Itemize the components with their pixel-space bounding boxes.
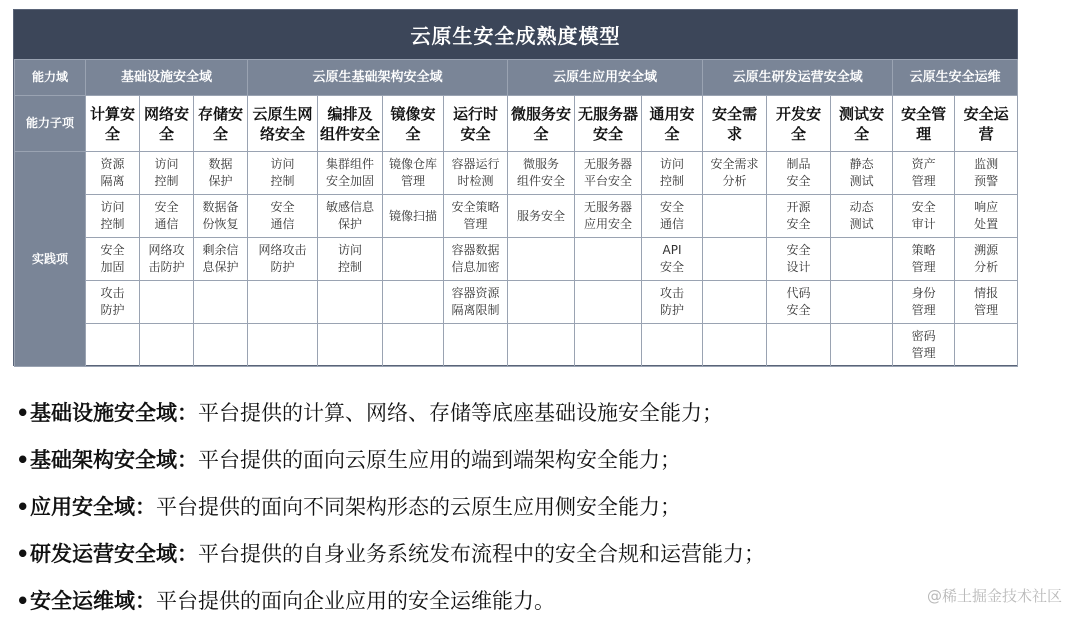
- practice-line: 无服务器: [584, 157, 633, 171]
- practice-line: 安全: [786, 174, 811, 188]
- bullet-dot: •: [16, 401, 30, 425]
- practice-line: 管理: [463, 217, 488, 231]
- domain-desc: 平台提供的自身业务系统发布流程中的安全合规和运营能力；: [198, 542, 765, 566]
- subitem-line: 安全: [901, 104, 932, 123]
- practice-line: 密码: [911, 329, 936, 343]
- practice-line: 审计: [911, 217, 936, 231]
- practice-line: 身份: [911, 286, 936, 300]
- practice-line: 控制: [338, 260, 363, 274]
- subitem-line: 镜像: [390, 104, 421, 123]
- practice-cell: [575, 238, 642, 281]
- bullet-dot: •: [16, 495, 30, 519]
- domain-term: 基础架构安全域: [30, 448, 177, 472]
- practice-cell: [140, 152, 194, 195]
- subitem-header: [140, 96, 194, 152]
- practice-cell: [318, 152, 383, 195]
- practice-line: 安全策略: [451, 200, 500, 214]
- practice-line: 处置: [974, 217, 999, 231]
- practice-line: 安全: [786, 243, 811, 257]
- practice-cell: [318, 195, 383, 238]
- bullet-dot: •: [16, 542, 30, 566]
- practice-cell: [642, 152, 703, 195]
- bullet-dot: •: [16, 589, 30, 613]
- practice-line: 攻击: [660, 286, 685, 300]
- practice-line: 镜像仓库: [389, 157, 438, 171]
- practice-cell: [703, 281, 767, 324]
- domain-term: 安全运维域: [30, 589, 135, 613]
- subitem-line: 网络安全: [260, 104, 313, 143]
- practice-cell: [767, 195, 831, 238]
- practice-cell: [383, 238, 444, 281]
- domain-header: 云原生安全运维: [893, 60, 1018, 96]
- practice-line: 服务安全: [517, 208, 566, 223]
- term-separator: ：: [177, 448, 198, 472]
- practice-line: 隔离限制: [451, 303, 500, 317]
- practice-cell: [831, 152, 893, 195]
- subitem-header: [642, 96, 703, 152]
- practice-cell: [955, 324, 1018, 367]
- practice-cell: [831, 281, 893, 324]
- practice-line: 数据备: [202, 200, 239, 214]
- practice-row: [15, 195, 1018, 238]
- subitem-line: 需求: [727, 104, 758, 143]
- subitem-line: 安全: [405, 104, 436, 143]
- term-separator: ：: [135, 589, 156, 613]
- subitem-line: 云原生: [252, 104, 298, 123]
- practice-cell: [955, 281, 1018, 324]
- practice-line: 控制: [154, 174, 179, 188]
- subitem-line: 存储: [197, 104, 228, 123]
- practice-line: 管理: [911, 346, 936, 360]
- subitem-header: [575, 96, 642, 152]
- subitem-line: 安全: [712, 104, 743, 123]
- domain-description: [16, 395, 1016, 442]
- subitem-line: 安全: [104, 104, 136, 143]
- term-separator: ：: [177, 401, 198, 425]
- domain-desc: 平台提供的面向企业应用的安全运维能力。: [156, 589, 555, 613]
- practice-cell: [248, 281, 318, 324]
- practice-line: 通信: [270, 217, 295, 231]
- practice-cell: [383, 195, 444, 238]
- practice-line: 无服务器: [584, 200, 633, 214]
- term-separator: ：: [177, 542, 198, 566]
- practice-line: 资源: [100, 157, 125, 171]
- subitem-header: [248, 96, 318, 152]
- practice-cell: [575, 281, 642, 324]
- practice-line: 溯源: [974, 243, 999, 257]
- practice-line: 分析: [722, 174, 747, 188]
- practice-line: 预警: [974, 174, 999, 188]
- practice-cell: [383, 281, 444, 324]
- practice-line: 响应: [974, 200, 999, 214]
- practice-cell: [642, 281, 703, 324]
- subitem-line: 编排及: [327, 104, 373, 123]
- practice-line: 安全: [660, 200, 685, 214]
- practice-line: 管理: [911, 174, 936, 188]
- practice-line: 安全: [786, 303, 811, 317]
- subitem-line: 安全: [664, 104, 695, 143]
- practice-cell: [140, 195, 194, 238]
- practice-line: 通信: [154, 217, 179, 231]
- subitem-header: [318, 96, 383, 152]
- practice-line: 开源: [786, 200, 811, 214]
- practice-row: [15, 238, 1018, 281]
- practice-line: 时检测: [457, 174, 494, 188]
- practice-cell: [86, 238, 140, 281]
- practice-cell: [508, 238, 575, 281]
- subitem-line: 网络: [143, 104, 174, 123]
- practice-line: 安全: [911, 200, 936, 214]
- practice-cell: [383, 324, 444, 367]
- practice-line: 息保护: [202, 260, 239, 274]
- practice-cell: [86, 152, 140, 195]
- subitem-header: [383, 96, 444, 152]
- practice-line: 镜像扫描: [389, 208, 438, 223]
- practice-cell: [703, 238, 767, 281]
- practice-line: 访问: [338, 243, 363, 257]
- practice-cell: [703, 195, 767, 238]
- practice-line: 管理: [911, 303, 936, 317]
- practice-row: [15, 281, 1018, 324]
- model-title: 云原生安全成熟度模型: [14, 10, 1017, 59]
- practice-cell: [767, 152, 831, 195]
- practice-line: 监测: [974, 157, 999, 171]
- subitem-header: [508, 96, 575, 152]
- model-grid: [14, 59, 1018, 367]
- practice-cell: [767, 238, 831, 281]
- subitem-line: 运营: [978, 104, 1009, 143]
- practice-cell: [194, 152, 248, 195]
- practice-line: 资产: [911, 157, 936, 171]
- practice-line: 敏感信息: [326, 200, 375, 214]
- practice-line: 攻击: [100, 286, 125, 300]
- practice-cell: [318, 238, 383, 281]
- subitem-line: 测试: [839, 104, 870, 123]
- practice-cell: [86, 281, 140, 324]
- subitem-header: [831, 96, 893, 152]
- practice-cell: [248, 152, 318, 195]
- domain-term: 应用安全域: [30, 495, 135, 519]
- practice-line: 安全: [786, 217, 811, 231]
- practice-line: 访问: [270, 157, 295, 171]
- practice-cell: [508, 324, 575, 367]
- subitem-line: 安全: [593, 124, 624, 143]
- practice-cell: [703, 152, 767, 195]
- practice-line: 控制: [100, 217, 125, 231]
- practice-cell: [955, 152, 1018, 195]
- practice-cell: [444, 152, 508, 195]
- subitem-line: 安全: [533, 104, 572, 143]
- practice-cell: [318, 324, 383, 367]
- domain-term: 基础设施安全域: [30, 401, 177, 425]
- practice-line: 微服务: [523, 157, 560, 171]
- subitem-line: 安全: [963, 104, 994, 123]
- practice-cell: [444, 238, 508, 281]
- subitem-line: 安全: [158, 104, 190, 143]
- practice-line: 策略: [911, 243, 936, 257]
- domain-description: [16, 583, 1016, 625]
- practice-cell: [893, 152, 955, 195]
- practice-line: 分析: [974, 260, 999, 274]
- practice-line: 平台安全: [584, 174, 633, 188]
- practice-cell: [831, 195, 893, 238]
- domain-header: 云原生研发运营安全域: [703, 60, 893, 96]
- subitem-header: [767, 96, 831, 152]
- practice-line: 测试: [849, 217, 874, 231]
- domain-header: 云原生应用安全域: [508, 60, 703, 96]
- practice-cell: [194, 324, 248, 367]
- practice-cell: [318, 281, 383, 324]
- practice-line: 集群组件: [326, 157, 375, 171]
- practice-line: 容器运行: [451, 157, 500, 171]
- subitem-line: 通用: [649, 104, 680, 123]
- practice-line: 剩余信: [202, 243, 239, 257]
- practice-line: 保护: [208, 174, 233, 188]
- watermark: @稀土掘金技术社区: [926, 587, 1062, 605]
- practice-line: 设计: [786, 260, 811, 274]
- practice-line: 安全: [270, 200, 295, 214]
- practice-line: 容器数据: [451, 243, 500, 257]
- practice-cell: [642, 238, 703, 281]
- subitem-line: 运行时: [453, 104, 499, 123]
- practice-line: 安全需求: [710, 157, 759, 171]
- practice-line: 控制: [660, 174, 685, 188]
- subitem-header: [893, 96, 955, 152]
- practice-line: 网络攻击: [258, 243, 307, 257]
- practice-line: 测试: [849, 174, 874, 188]
- practice-line: 访问: [660, 157, 685, 171]
- practice-line: 控制: [270, 174, 295, 188]
- practice-line: 网络攻: [148, 243, 185, 257]
- practice-line: 管理: [974, 303, 999, 317]
- practice-cell: [86, 195, 140, 238]
- practice-line: 动态: [849, 200, 874, 214]
- practice-cell: [508, 152, 575, 195]
- practice-line: 通信: [660, 217, 685, 231]
- subitem-line: 安全: [854, 104, 885, 143]
- domain-description: [16, 489, 1016, 536]
- practice-cell: [703, 324, 767, 367]
- practice-cell: [194, 281, 248, 324]
- practice-line: 安全: [660, 260, 685, 274]
- practice-line: 安全: [100, 243, 125, 257]
- practice-line: 安全: [154, 200, 179, 214]
- practice-row: [15, 152, 1018, 195]
- practice-cell: [575, 152, 642, 195]
- practice-line: 访问: [154, 157, 179, 171]
- subitem-header: [444, 96, 508, 152]
- practice-line: 份恢复: [202, 217, 239, 231]
- practice-line: API: [662, 243, 682, 257]
- practice-line: 访问: [100, 200, 125, 214]
- practice-line: 防护: [660, 303, 685, 317]
- practice-line: 安全加固: [326, 174, 375, 188]
- domain-term: 研发运营安全域: [30, 542, 177, 566]
- practice-line: 击防护: [148, 260, 185, 274]
- practice-line: 管理: [401, 174, 426, 188]
- practice-cell: [642, 324, 703, 367]
- practice-cell: [767, 281, 831, 324]
- practice-line: 防护: [270, 260, 295, 274]
- domain-descriptions: [16, 395, 1016, 625]
- practice-line: 管理: [911, 260, 936, 274]
- domain-desc: 平台提供的计算、网络、存储等底座基础设施安全能力；: [198, 401, 723, 425]
- practice-cell: [955, 238, 1018, 281]
- row-label-subitem: 能力子项: [15, 96, 86, 152]
- practice-cell: [444, 324, 508, 367]
- bullet-dot: •: [16, 448, 30, 472]
- subitem-line: 开发: [776, 104, 807, 123]
- practice-cell: [955, 195, 1018, 238]
- practice-cell: [893, 238, 955, 281]
- practice-row: [15, 324, 1018, 367]
- term-separator: ：: [135, 495, 156, 519]
- row-label-practice: 实践项: [15, 152, 86, 367]
- practice-line: 情报: [974, 286, 999, 300]
- practice-line: 代码: [786, 286, 811, 300]
- practice-cell: [508, 281, 575, 324]
- practice-cell: [575, 324, 642, 367]
- subitem-line: 无服务器: [578, 104, 639, 123]
- practice-line: 容器资源: [451, 286, 500, 300]
- practice-cell: [444, 195, 508, 238]
- practice-line: 应用安全: [584, 217, 633, 231]
- practice-cell: [248, 238, 318, 281]
- practice-cell: [893, 195, 955, 238]
- practice-cell: [831, 324, 893, 367]
- practice-cell: [248, 195, 318, 238]
- domain-row: [15, 60, 1018, 96]
- subitem-header: [194, 96, 248, 152]
- practice-cell: [248, 324, 318, 367]
- subitem-line: 管理: [916, 104, 947, 143]
- practice-cell: [575, 195, 642, 238]
- practice-cell: [767, 324, 831, 367]
- practice-line: 组件安全: [517, 174, 566, 188]
- domain-header: 云原生基础架构安全域: [248, 60, 508, 96]
- practice-cell: [194, 195, 248, 238]
- subitem-header: [955, 96, 1018, 152]
- subitem-line: 组件安全: [320, 124, 381, 143]
- practice-cell: [194, 238, 248, 281]
- practice-line: 静态: [849, 157, 874, 171]
- maturity-model-table: [13, 9, 1018, 366]
- practice-cell: [642, 195, 703, 238]
- practice-line: 保护: [338, 217, 363, 231]
- domain-header: 基础设施安全域: [86, 60, 248, 96]
- subitem-line: 安全: [213, 104, 244, 143]
- subitem-line: 微服务: [511, 104, 557, 123]
- domain-desc: 平台提供的面向云原生应用的端到端架构安全能力；: [198, 448, 681, 472]
- practice-cell: [140, 324, 194, 367]
- subitem-line: 计算: [89, 104, 120, 123]
- practice-cell: [831, 238, 893, 281]
- practice-line: 制品: [786, 157, 811, 171]
- domain-description: [16, 442, 1016, 489]
- practice-line: 信息加密: [451, 260, 500, 274]
- practice-line: 加固: [100, 260, 125, 274]
- subitem-header: [703, 96, 767, 152]
- practice-line: 隔离: [100, 174, 125, 188]
- practice-cell: [893, 324, 955, 367]
- practice-cell: [140, 238, 194, 281]
- subitem-line: 安全: [791, 104, 822, 143]
- practice-cell: [444, 281, 508, 324]
- practice-line: 防护: [100, 303, 125, 317]
- domain-description: [16, 536, 1016, 583]
- practice-cell: [383, 152, 444, 195]
- practice-cell: [140, 281, 194, 324]
- practice-cell: [893, 281, 955, 324]
- practice-line: 数据: [208, 157, 233, 171]
- row-label-domain: 能力域: [15, 60, 86, 96]
- practice-cell: [86, 324, 140, 367]
- subitem-row: [15, 96, 1018, 152]
- practice-cell: [508, 195, 575, 238]
- subitem-header: [86, 96, 140, 152]
- subitem-line: 安全: [460, 124, 491, 143]
- domain-desc: 平台提供的面向不同架构形态的云原生应用侧安全能力；: [156, 495, 681, 519]
